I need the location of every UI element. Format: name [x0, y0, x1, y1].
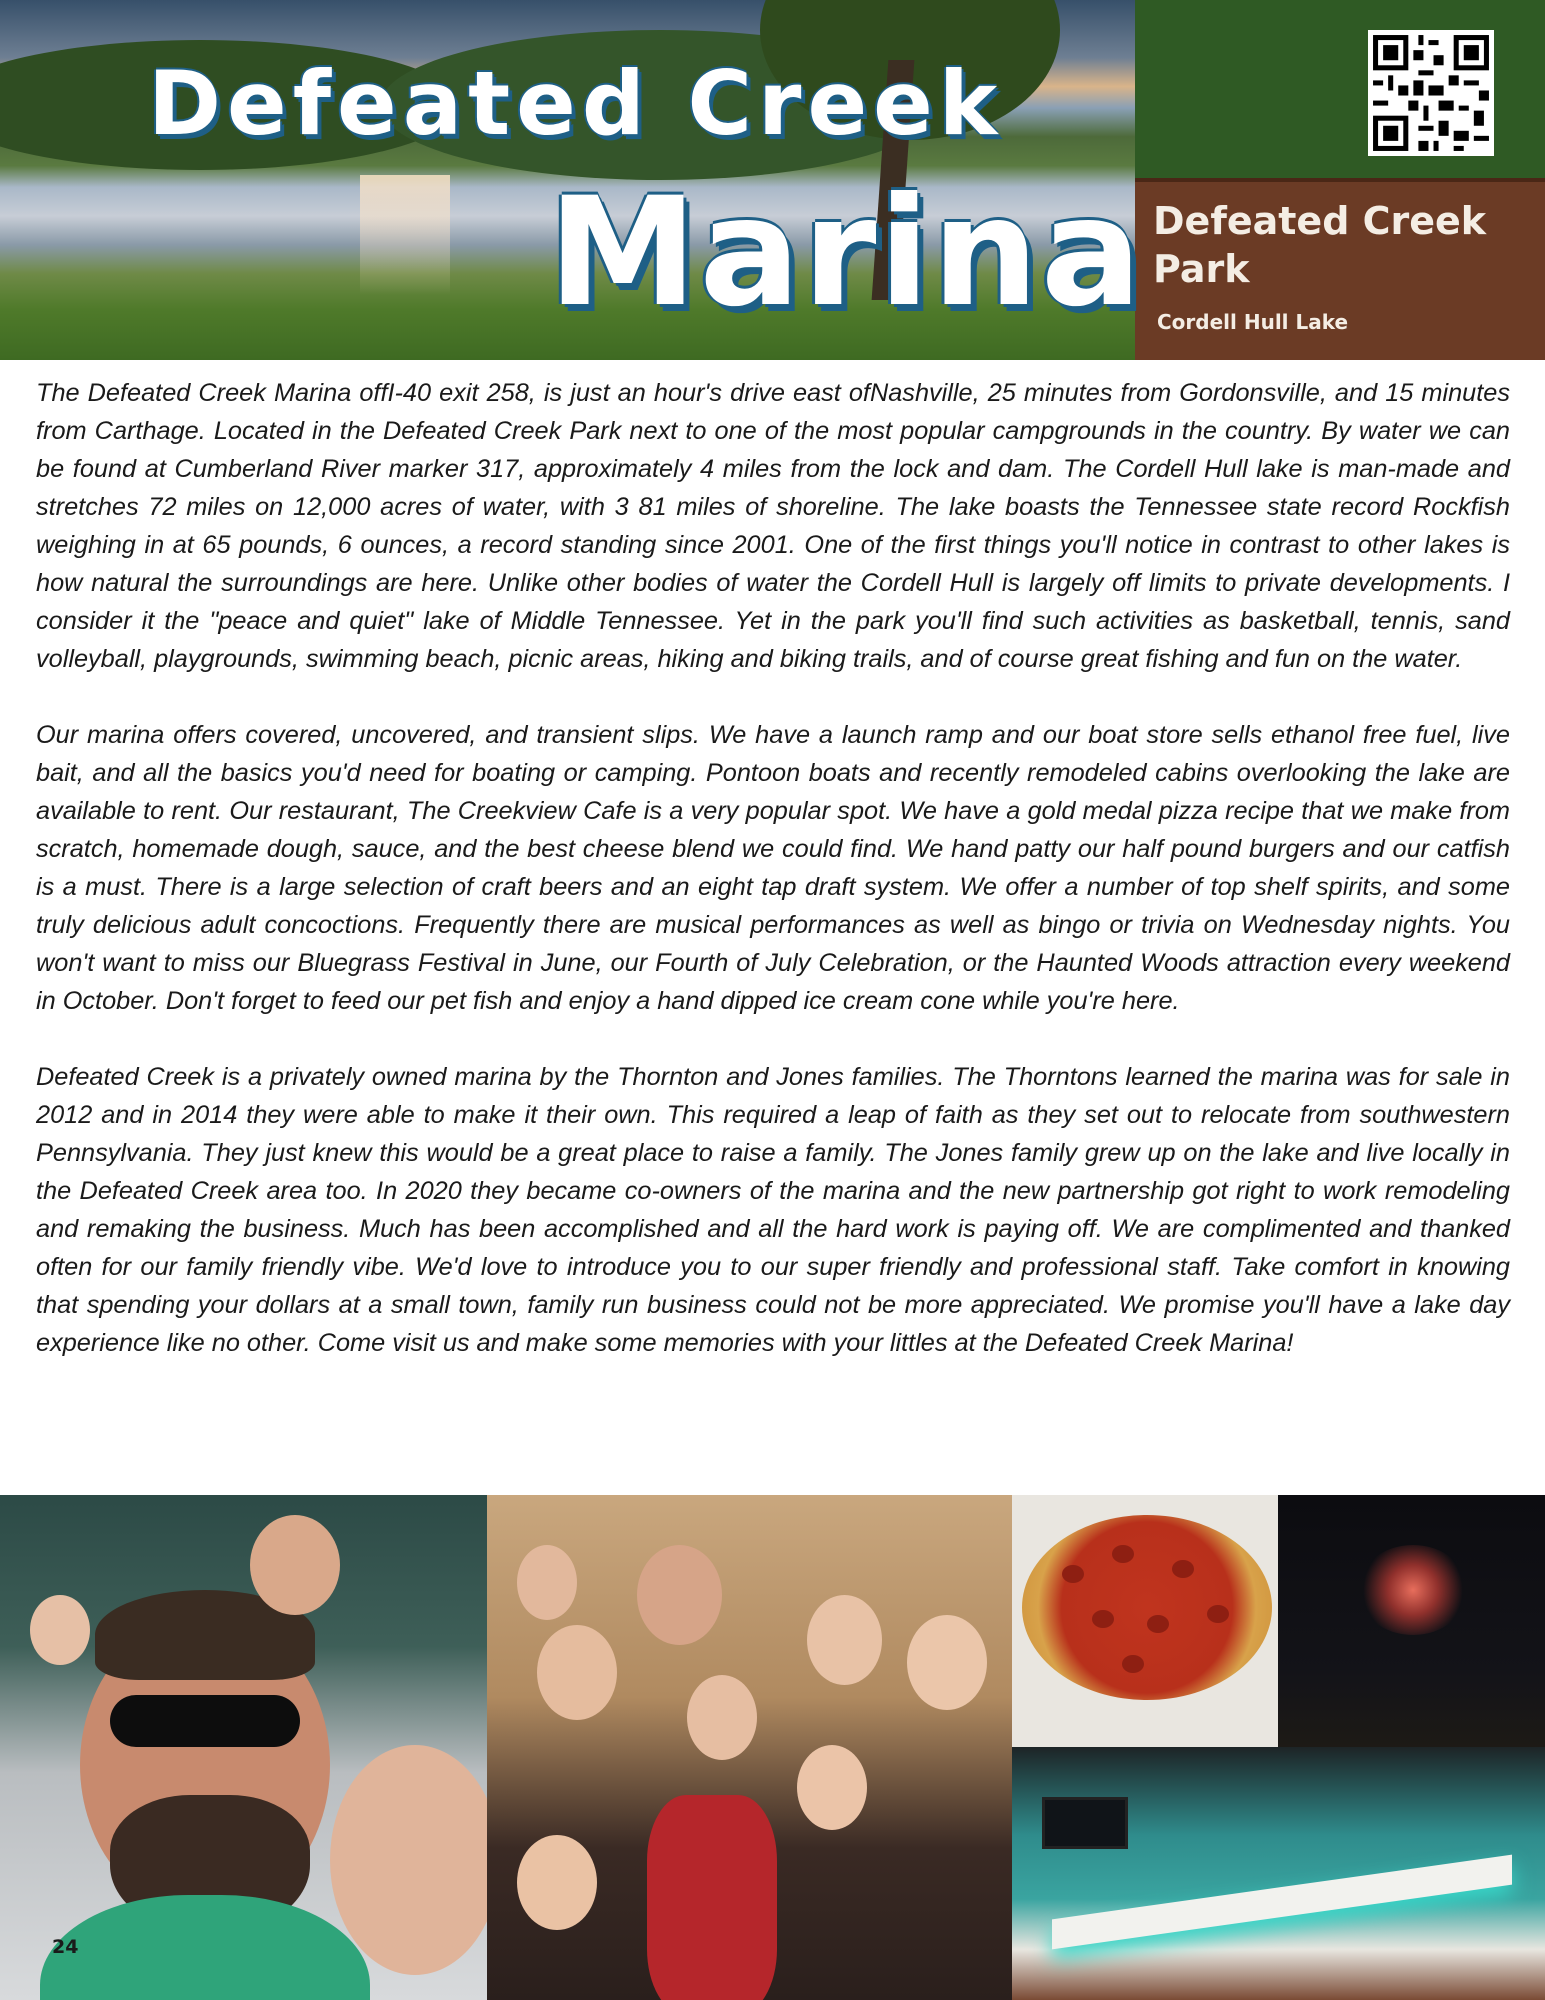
title-line-1: Defeated Creek — [148, 52, 1004, 155]
person-face — [807, 1595, 882, 1685]
pepperoni — [1062, 1565, 1084, 1583]
pepperoni — [1092, 1610, 1114, 1628]
park-sign-subtitle: Cordell Hull Lake — [1157, 310, 1349, 334]
sunglasses — [110, 1695, 300, 1747]
person-face — [907, 1615, 987, 1710]
bar-counter — [1052, 1855, 1512, 1950]
pepperoni — [1122, 1655, 1144, 1673]
pepperoni — [1112, 1545, 1134, 1563]
person-face — [537, 1625, 617, 1720]
firework-burst — [1358, 1545, 1468, 1635]
qr-code-icon — [1368, 30, 1494, 156]
pepperoni — [1147, 1615, 1169, 1633]
header-banner — [0, 0, 1545, 360]
person-face — [637, 1545, 722, 1645]
boat-selfie-photo — [0, 1495, 487, 2000]
park-sign-title: Defeated Creek Park — [1153, 199, 1487, 291]
restaurant-bar-photo — [1012, 1747, 1545, 2000]
fireworks-photo — [1278, 1495, 1545, 1747]
red-plaid-shirt — [647, 1795, 777, 2000]
paragraph-amenities: Our marina offers covered, uncovered, and transient slips. We have a launch ramp and our boat store sells ethanol free fuel, live bait, and all the basics you'd need for boating or camping. Pontoon boats and recently remodeled cabins overlooking the lake are available to rent. Our restaurant, The Creekview Cafe is a very popular spot. We have a gold medal pizza recipe that we make from scratch, homemade dough, sauce, and the best cheese blend we could find. We hand patty our half pound burgers and our catfish is a must. There is a large selection of craft beers and an eight tap draft system. We offer a number of top shelf spirits, and some truly delicious adult concoctions. Frequently there are musical performances as well as bingo or trivia on Wednesday nights. You won't want to miss our Bluegrass Festival in June, our Fourth of July Celebration, or the Haunted Woods attraction every weekend in October. Don't forget to feed our pet fish and enjoy a hand dipped ice cream cone while you're here. — [36, 721, 1510, 1015]
person-face — [687, 1675, 757, 1760]
park-sign — [1135, 178, 1545, 360]
child-face — [330, 1745, 487, 1975]
paragraph-ownership: Defeated Creek is a privately owned marina by the Thornton and Jones families. The Thorntons learned the marina was for sale in 2012 and in 2014 they were able to make it their own. This required a leap of faith as they set out to relocate from southwestern Pennsylvania. They just knew this would be a great place to raise a family. The Jones family grew up on the lake and live locally in the Defeated Creek area too. In 2020 they became co-owners of the marina and the new partnership got right to work remodeling and remaking the business. Much has been accomplished and all the hard work is paying off. We are complimented and thanked often for our family friendly vibe. We'd love to introduce you to our super friendly and professional staff. Take comfort in knowing that spending your dollars at a small town, family run business could not be more appreciated. We promise you'll have a lake day experience like no other. Come visit us and make some memories with your littles at the Defeated Creek Marina! — [36, 1063, 1510, 1357]
person-face — [517, 1545, 577, 1620]
woman-face — [250, 1515, 340, 1615]
photo-collage — [0, 1495, 1545, 2000]
green-shirt — [40, 1895, 370, 2000]
person-face — [797, 1745, 867, 1830]
pepperoni — [1172, 1560, 1194, 1578]
page-number: 24 — [52, 1936, 79, 1958]
article-body — [36, 374, 1510, 1400]
toddler-face — [30, 1595, 90, 1665]
qr-code[interactable] — [1368, 30, 1494, 156]
person-face — [517, 1835, 597, 1930]
title-line-2: Marina — [548, 166, 1144, 340]
paragraph-location: The Defeated Creek Marina offI-40 exit 258, is just an hour's drive east ofNashville, 25 minutes from Gordonsville, and 15 minutes from Carthage. Located in the Defeated Creek Park next to one of the most popular campgrounds in the country. By water we can be found at Cumberland River marker 317, approximately 4 miles from the lock and dam. The Cordell Hull lake is man-made and stretches 72 miles on 12,000 acres of water, with 3 81 miles of shoreline. The lake boasts the Tennessee state record Rockfish weighing in at 65 pounds, 6 ounces, a record standing since 2001. One of the first things you'll notice in contrast to other lakes is how natural the surroundings are here. Unlike other bodies of water the Cordell Hull is largely off limits to private developments. I consider it the "peace and quiet" lake of Middle Tennessee. Yet in the park you'll find such activities as basketball, tennis, sand volleyball, playgrounds, swimming beach, picnic areas, hiking and biking trails, and of course great fishing and fun on the water. — [36, 379, 1510, 673]
pepperoni — [1207, 1605, 1229, 1623]
sunset-reflection — [360, 175, 450, 295]
pizza — [1022, 1515, 1272, 1700]
pizza-photo — [1012, 1495, 1278, 1747]
family-group-photo — [487, 1495, 1012, 2000]
tv-screen — [1042, 1797, 1128, 1849]
